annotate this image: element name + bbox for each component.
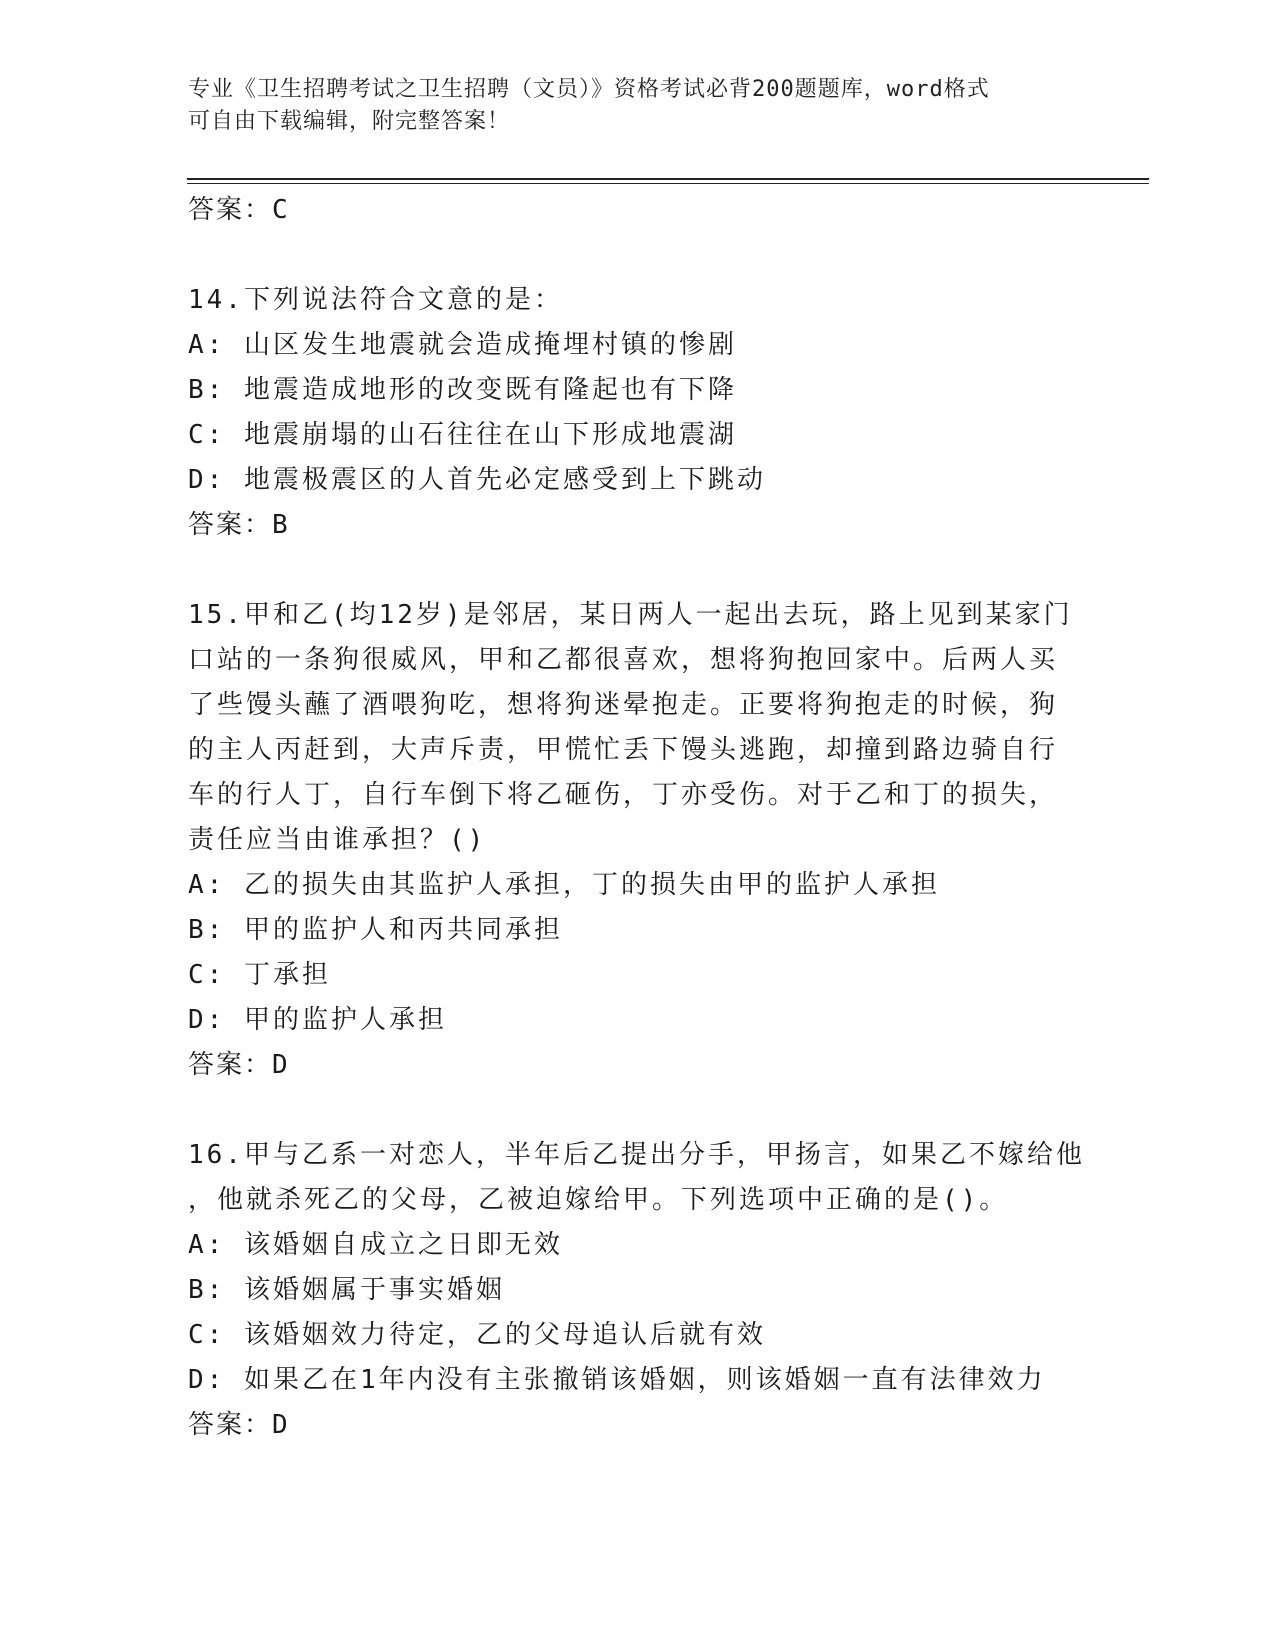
option-b: B: 该婚姻属于事实婚姻	[188, 1275, 505, 1305]
spacer	[188, 1088, 1088, 1133]
question-stem-line: ，他就杀死乙的父母，乙被迫嫁给甲。下列选项中正确的是()。	[188, 1185, 1009, 1215]
question-16	[188, 1133, 1088, 1448]
previous-answer: 答案：C	[188, 195, 290, 225]
header-line-2: 可自由下载编辑，附完整答案！	[188, 109, 511, 134]
option-a: A: 该婚姻自成立之日即无效	[188, 1230, 563, 1260]
option-d: D: 如果乙在1年内没有主张撤销该婚姻，则该婚姻一直有法律效力	[188, 1365, 1046, 1395]
question-stem-line: 车的行人丁，自行车倒下将乙砸伤，丁亦受伤。对于乙和丁的损失，	[188, 780, 1059, 810]
spacer	[188, 233, 1088, 278]
question-stem-line: 14.下列说法符合文意的是：	[188, 285, 563, 315]
header-divider	[187, 178, 1149, 180]
question-15	[188, 593, 1088, 1088]
question-stem-line: 的主人丙赶到，大声斥责，甲慌忙丢下馒头逃跑，却撞到路边骑自行	[188, 735, 1059, 765]
question-list	[188, 188, 1088, 1448]
header-divider-thin	[187, 183, 1149, 184]
option-b: B: 甲的监护人和丙共同承担	[188, 915, 563, 945]
answer: 答案：D	[188, 1050, 290, 1080]
option-b: B: 地震造成地形的改变既有隆起也有下降	[188, 375, 737, 405]
spacer	[188, 548, 1088, 593]
option-c: C: 地震崩塌的山石往往在山下形成地震湖	[188, 420, 737, 450]
option-c: C: 该婚姻效力待定，乙的父母追认后就有效	[188, 1320, 766, 1350]
answer: 答案：D	[188, 1410, 290, 1440]
question-stem-line: 15.甲和乙(均12岁)是邻居，某日两人一起出去玩，路上见到某家门	[188, 600, 1073, 630]
option-a: A: 乙的损失由其监护人承担，丁的损失由甲的监护人承担	[188, 870, 940, 900]
question-stem-line: 了些馒头蘸了酒喂狗吃，想将狗迷晕抱走。正要将狗抱走的时候，狗	[188, 690, 1059, 720]
page-header	[188, 74, 1088, 138]
option-a: A: 山区发生地震就会造成掩埋村镇的惨剧	[188, 330, 737, 360]
question-14	[188, 278, 1088, 548]
question-stem-line: 口站的一条狗很威风，甲和乙都很喜欢，想将狗抱回家中。后两人买	[188, 645, 1059, 675]
option-d: D: 甲的监护人承担	[188, 1005, 447, 1035]
question-stem-line: 责任应当由谁承担？()	[188, 825, 487, 855]
option-d: D: 地震极震区的人首先必定感受到上下跳动	[188, 465, 766, 495]
answer: 答案：B	[188, 510, 290, 540]
header-line-1: 专业《卫生招聘考试之卫生招聘（文员）》资格考试必背200题题库，word格式	[188, 77, 990, 102]
option-c: C: 丁承担	[188, 960, 331, 990]
question-stem-line: 16.甲与乙系一对恋人，半年后乙提出分手，甲扬言，如果乙不嫁给他	[188, 1140, 1085, 1170]
